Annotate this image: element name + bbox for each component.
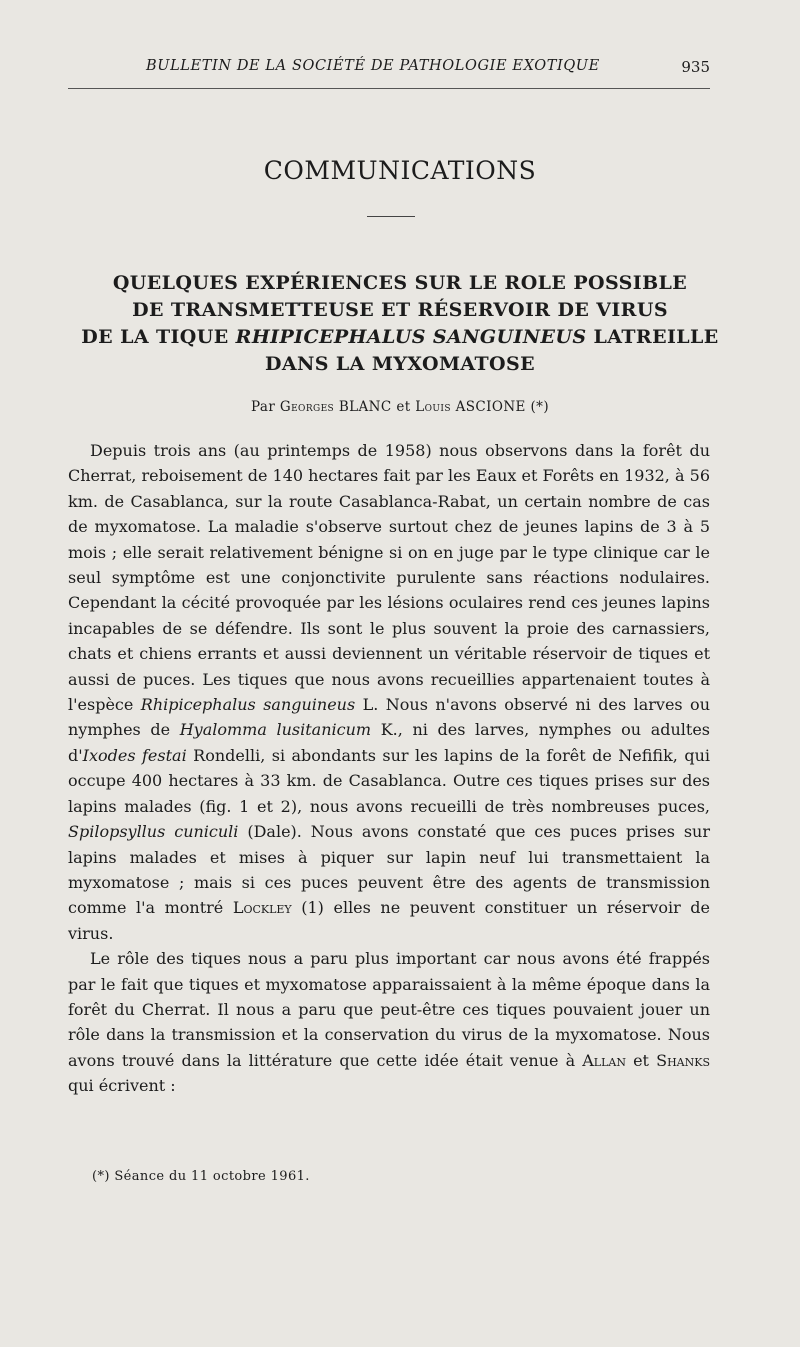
species-name: Spilopsyllus cuniculi: [68, 822, 239, 842]
text-run: qui écrivent :: [68, 1076, 176, 1096]
title-text: LATREILLE: [586, 326, 719, 348]
header-rule: [68, 88, 710, 89]
paragraph-1: [68, 438, 710, 946]
text-run: et: [625, 1050, 657, 1070]
journal-title: BULLETIN DE LA SOCIÉTÉ DE PATHOLOGIE EXOTIQUE: [146, 58, 600, 74]
byline-and: et: [396, 399, 411, 415]
cited-author: Shanks: [656, 1050, 710, 1070]
species-name: Hyalomma lusitanicum: [179, 720, 372, 740]
cited-author: Allan: [582, 1050, 626, 1070]
byline: [0, 399, 800, 415]
title-line: QUELQUES EXPÉRIENCES SUR LE ROLE POSSIBLE: [112, 272, 688, 294]
text-run: (Dale). Nous avons constaté que ces puces prises sur lapins malades et mises à piquer sur lapin neuf lui transmettaient la myxomatose ; mais si ces puces peuvent être des agents de transmission comme l'a montré: [68, 822, 710, 918]
text-run: L. Nous n'avons observé ni des larves ou nymphes de: [68, 695, 710, 740]
text-run: Rondelli, si abondants sur les lapins de la forêt de Nefifik, qui occupe 400 hectares à 33 km. de Casablanca. Outre ces tiques prises sur des lapins malades (fig. 1 et 2), nous avons recueilli de très nombreuses puces,: [68, 745, 710, 816]
cited-author: Lockley: [232, 898, 292, 918]
footnote-marker: (*): [530, 399, 549, 415]
title-text: DE LA TIQUE: [81, 326, 236, 348]
section-title: COMMUNICATIONS: [263, 156, 537, 185]
article-title: [60, 270, 740, 378]
section-divider: [367, 216, 415, 217]
title-line: [60, 324, 740, 351]
species-name: Ixodes festai: [82, 745, 187, 765]
text-run: Depuis trois ans (au printemps de 1958) nous observons dans la forêt du Cherrat, reboisement de 140 hectares fait par les Eaux et Forêts en 1932, à 56 km. de Casablanca, sur la route Casablanca-Rabat, un certain nombre de cas de myxomatose. La maladie s'observe surtout chez de jeunes lapins de 3 à 5 mois ; elle serait relativement bénigne si on en juge par le type clinique car le seul symptôme est une conjonctivite purulente sans réactions nodulaires. Cependant la cécité provoquée par les lésions oculaires rend ces jeunes lapins incapables de se défendre. Ils sont le plus souvent la proie des carnassiers, chats et chiens errants et aussi deviennent un véritable réservoir de tiques et aussi de puces. Les tiques que nous avons recueillies appartenaient toutes à l'espèce: [68, 441, 710, 715]
text-run: Le rôle des tiques nous a paru plus important car nous avons été frappés par le fait que tiques et myxomatose apparaissaient à la même époque dans la forêt du Cherrat. Il nous a paru que peut-être ces tiques pouvaient jouer un rôle dans la transmission et la conservation du virus de la myxomatose. Nous avons trouvé dans la littérature que cette idée était venue à: [68, 949, 710, 1070]
author-given-name: Louis: [415, 399, 451, 415]
species-name: RHIPICEPHALUS SANGUINEUS: [235, 326, 587, 348]
running-header: [68, 58, 710, 82]
title-line: DANS LA MYXOMATOSE: [264, 353, 536, 375]
paragraph-2: [68, 946, 710, 1098]
article-body: [68, 438, 710, 1099]
footnote: (*) Séance du 11 octobre 1961.: [92, 1169, 310, 1184]
author-family-name: BLANC: [338, 399, 392, 415]
species-name: Rhipicephalus sanguineus: [140, 695, 356, 715]
byline-par: Par: [251, 399, 276, 415]
author-family-name: ASCIONE: [455, 399, 526, 415]
text-run: (1) elles ne peuvent constituer un réservoir de virus.: [68, 898, 710, 943]
title-line: DE TRANSMETTEUSE ET RÉSERVOIR DE VIRUS: [132, 299, 668, 321]
author-given-name: Georges: [279, 399, 335, 415]
text-run: K., ni des larves, nymphes ou adultes d': [68, 720, 711, 765]
page-number: 935: [681, 58, 710, 76]
